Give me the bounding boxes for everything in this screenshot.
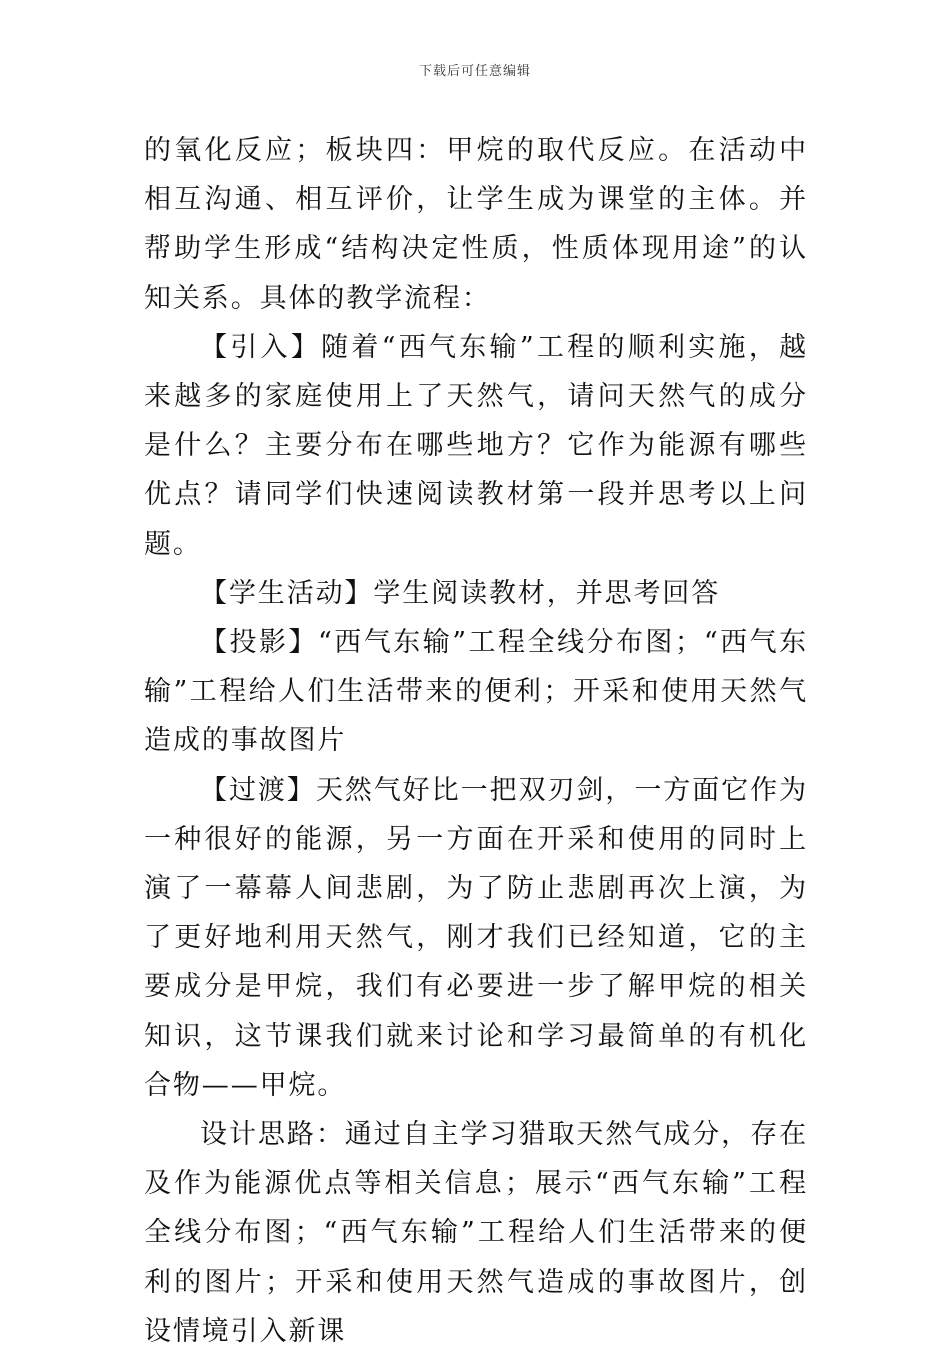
text-line: “结构决定性质，性质体现用途”的认知关系。具体的教	[144, 233, 808, 314]
text-line: 【引入】随着“西气东输”工程的顺利实施，越来越	[144, 331, 808, 413]
text-line: 输”工程给人们生活带来的便利；开采和使用天然气造成	[144, 676, 808, 757]
paragraph-introduction	[144, 323, 808, 569]
text-line: 设计思路：通过自主学习猎取天然气成分，存在及作	[144, 1119, 808, 1200]
text-line: 很好的能源，另一方面在开采和使用的同时上演了一幕幕	[144, 823, 809, 905]
text-line: 要分布在哪些地方？它作为能源有哪些优点？请同学们快	[144, 430, 808, 511]
text-line: 要进一步了解甲烷的相关知识，这节课我们就来讨论和学	[144, 971, 808, 1052]
text-line: 多的家庭使用上了天然气，请问天然气的成分是什么？主	[144, 381, 809, 462]
text-line: 习最简单的有机化合物——甲烷。	[144, 1020, 809, 1101]
text-line: 学流程：	[375, 282, 491, 314]
text-line: 采和使用天然气造成的事故图片，创设情境引入新课	[144, 1266, 809, 1347]
paragraph-1	[144, 126, 808, 323]
page-header-note: 下载后可任意编辑	[418, 64, 531, 79]
text-line: 的氧化反应；板块四：甲烷的取代反应。在活动中相互沟	[144, 135, 808, 216]
text-line: 【投影】“西气东输”工程全线分布图；“西气东	[200, 627, 808, 659]
text-line: 气，刚才我们已经知道，它的主要成分是甲烷，我们有必	[144, 922, 809, 1003]
text-line: 【学生活动】学生阅读教材，并思考回答	[200, 577, 721, 609]
text-line: 的事故图片	[201, 725, 347, 757]
paragraph-transition	[144, 766, 808, 1110]
text-line: 人间悲剧，为了防止悲剧再次上演，为了更好地利用天然	[144, 873, 808, 954]
text-line: 速阅读教材第一段并思考以上问题。	[144, 479, 809, 560]
text-line: 为能源优点等相关信息；展示“西气东输”工程全线分布	[144, 1168, 808, 1249]
text-line: 【过渡】天然气好比一把双刃剑，一方面它作为一种	[144, 774, 808, 855]
paragraph-student-activity	[144, 569, 808, 618]
text-line: 图；“西气东输”工程给人们生活带来的便利的图片；开	[144, 1217, 808, 1298]
document-body	[144, 126, 808, 1356]
paragraph-design-approach	[144, 1110, 808, 1356]
text-line: 通、相互评价，让学生成为课堂的主体。并帮助学生形成	[144, 184, 808, 265]
paragraph-projection	[144, 618, 808, 766]
